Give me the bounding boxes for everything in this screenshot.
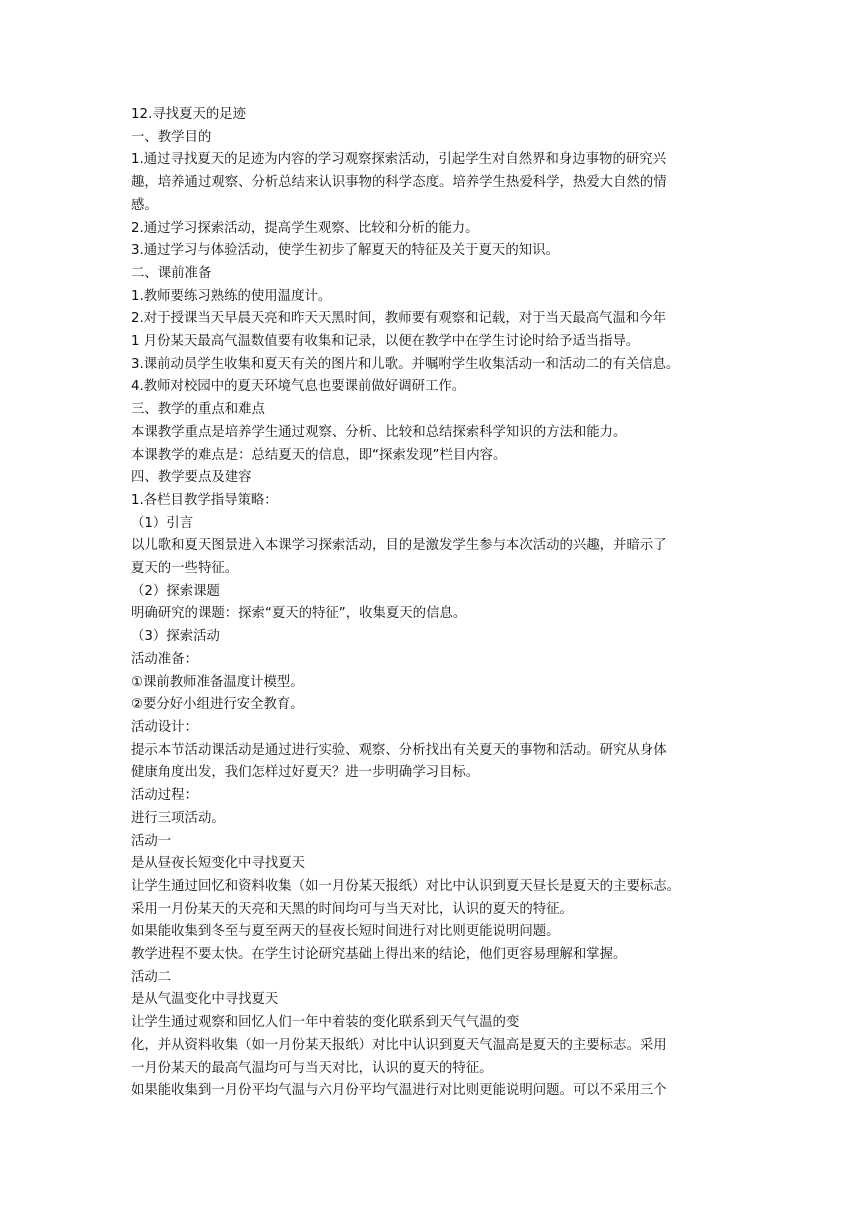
text-line: ①课前教师准备温度计模型。 — [131, 674, 304, 690]
subheading-introduction: （1）引言 — [131, 515, 194, 531]
text-line: 2.对于授课当天早晨天亮和昨天天黑时间，教师要有观察和记载，对于当天最高气温和今年 — [131, 311, 667, 327]
text-line: 如果能收集到冬至与夏至两天的昼夜长短时间进行对比则更能说明问题。 — [131, 924, 560, 940]
text-line: 本课教学重点是培养学生通过观察、分析、比较和总结探索科学知识的方法和能力。 — [131, 424, 627, 440]
subheading-activity: （3）探索活动 — [131, 629, 220, 645]
text-line: 2.通过学习探索活动，提高学生观察、比较和分析的能力。 — [131, 220, 479, 236]
document-body — [131, 104, 743, 1103]
text-line: 1.通过寻找夏天的足迹为内容的学习观察探索活动，引起学生对自然界和身边事物的研究兴 — [131, 152, 667, 168]
text-line: 是从昼夜长短变化中寻找夏天 — [131, 856, 306, 872]
section-heading-objectives: 一、教学目的 — [131, 129, 212, 145]
text-line: 健康角度出发，我们怎样过好夏天？进一步明确学习目标。 — [131, 765, 480, 781]
text-line: 是从气温变化中寻找夏天 — [131, 992, 279, 1008]
text-line: 教学进程不要太快。在学生讨论研究基础上得出来的结论，他们更容易理解和掌握。 — [131, 947, 627, 963]
text-line: 1.教师要练习熟练的使用温度计。 — [131, 288, 332, 304]
text-line: 感。 — [131, 197, 158, 213]
text-line: 3.通过学习与体验活动，使学生初步了解夏天的特征及关于夏天的知识。 — [131, 243, 559, 259]
text-line: 让学生通过观察和回忆人们一年中着装的变化联系到天气气温的变 — [131, 1015, 520, 1031]
activity-one-heading: 活动一 — [131, 833, 172, 849]
text-line: 让学生通过回忆和资料收集（如一月份某天报纸）对比中认识到夏天昼长是夏天的主要标志。 — [131, 878, 681, 894]
text-line: 活动过程： — [131, 788, 198, 804]
section-heading-key-points: 三、教学的重点和难点 — [131, 402, 265, 418]
text-line: 活动设计： — [131, 719, 198, 735]
text-line: 化，并从资料收集（如一月份某天报纸）对比中认识到夏天气温高是夏天的主要标志。采用 — [131, 1037, 667, 1053]
subheading-topic: （2）探索课题 — [131, 583, 220, 599]
text-line: 以儿歌和夏天图景进入本课学习探索活动，目的是激发学生参与本次活动的兴趣，并暗示了 — [131, 538, 667, 554]
text-line: 活动准备： — [131, 651, 198, 667]
text-line: 进行三项活动。 — [131, 810, 225, 826]
activity-two-heading: 活动二 — [131, 969, 172, 985]
section-heading-teaching-points: 四、教学要点及建容 — [131, 470, 252, 486]
text-line: 采用一月份某天的天亮和天黑的时间均可与当天对比，认识的夏天的特征。 — [131, 901, 573, 917]
text-line: 一月份某天的最高气温均可与当天对比，认识的夏天的特征。 — [131, 1060, 493, 1076]
text-line: 1.各栏目教学指导策略： — [131, 492, 278, 508]
text-line: 如果能收集到一月份平均气温与六月份平均气温进行对比则更能说明问题。可以不采用三个 — [131, 1083, 667, 1099]
text-line: 1 月份某天最高气温数值要有收集和记录，以便在教学中在学生讨论时给予适当指导。 — [131, 334, 640, 350]
text-line: ②要分好小组进行安全教育。 — [131, 697, 304, 713]
text-line: 明确研究的课题：探索“夏天的特征”，收集夏天的信息。 — [131, 606, 467, 622]
text-line: 夏天的一些特征。 — [131, 561, 239, 577]
text-line: 本课教学的难点是：总结夏天的信息，即“探索发现”栏目内容。 — [131, 447, 507, 463]
text-line: 提示本节活动课活动是通过进行实验、观察、分析找出有关夏天的事物和活动。研究从身体 — [131, 742, 667, 758]
document-title: 12.寻找夏天的足迹 — [131, 107, 247, 122]
text-line: 趣，培养通过观察、分析总结来认识事物的科学态度。培养学生热爱科学，热爱大自然的情 — [131, 175, 667, 191]
section-heading-preparation: 二、课前准备 — [131, 265, 212, 281]
text-line: 4.教师对校园中的夏天环境气息也要课前做好调研工作。 — [131, 379, 466, 395]
text-line: 3.课前动员学生收集和夏天有关的图片和儿歌。并嘱咐学生收集活动一和活动二的有关信息。 — [131, 356, 680, 372]
